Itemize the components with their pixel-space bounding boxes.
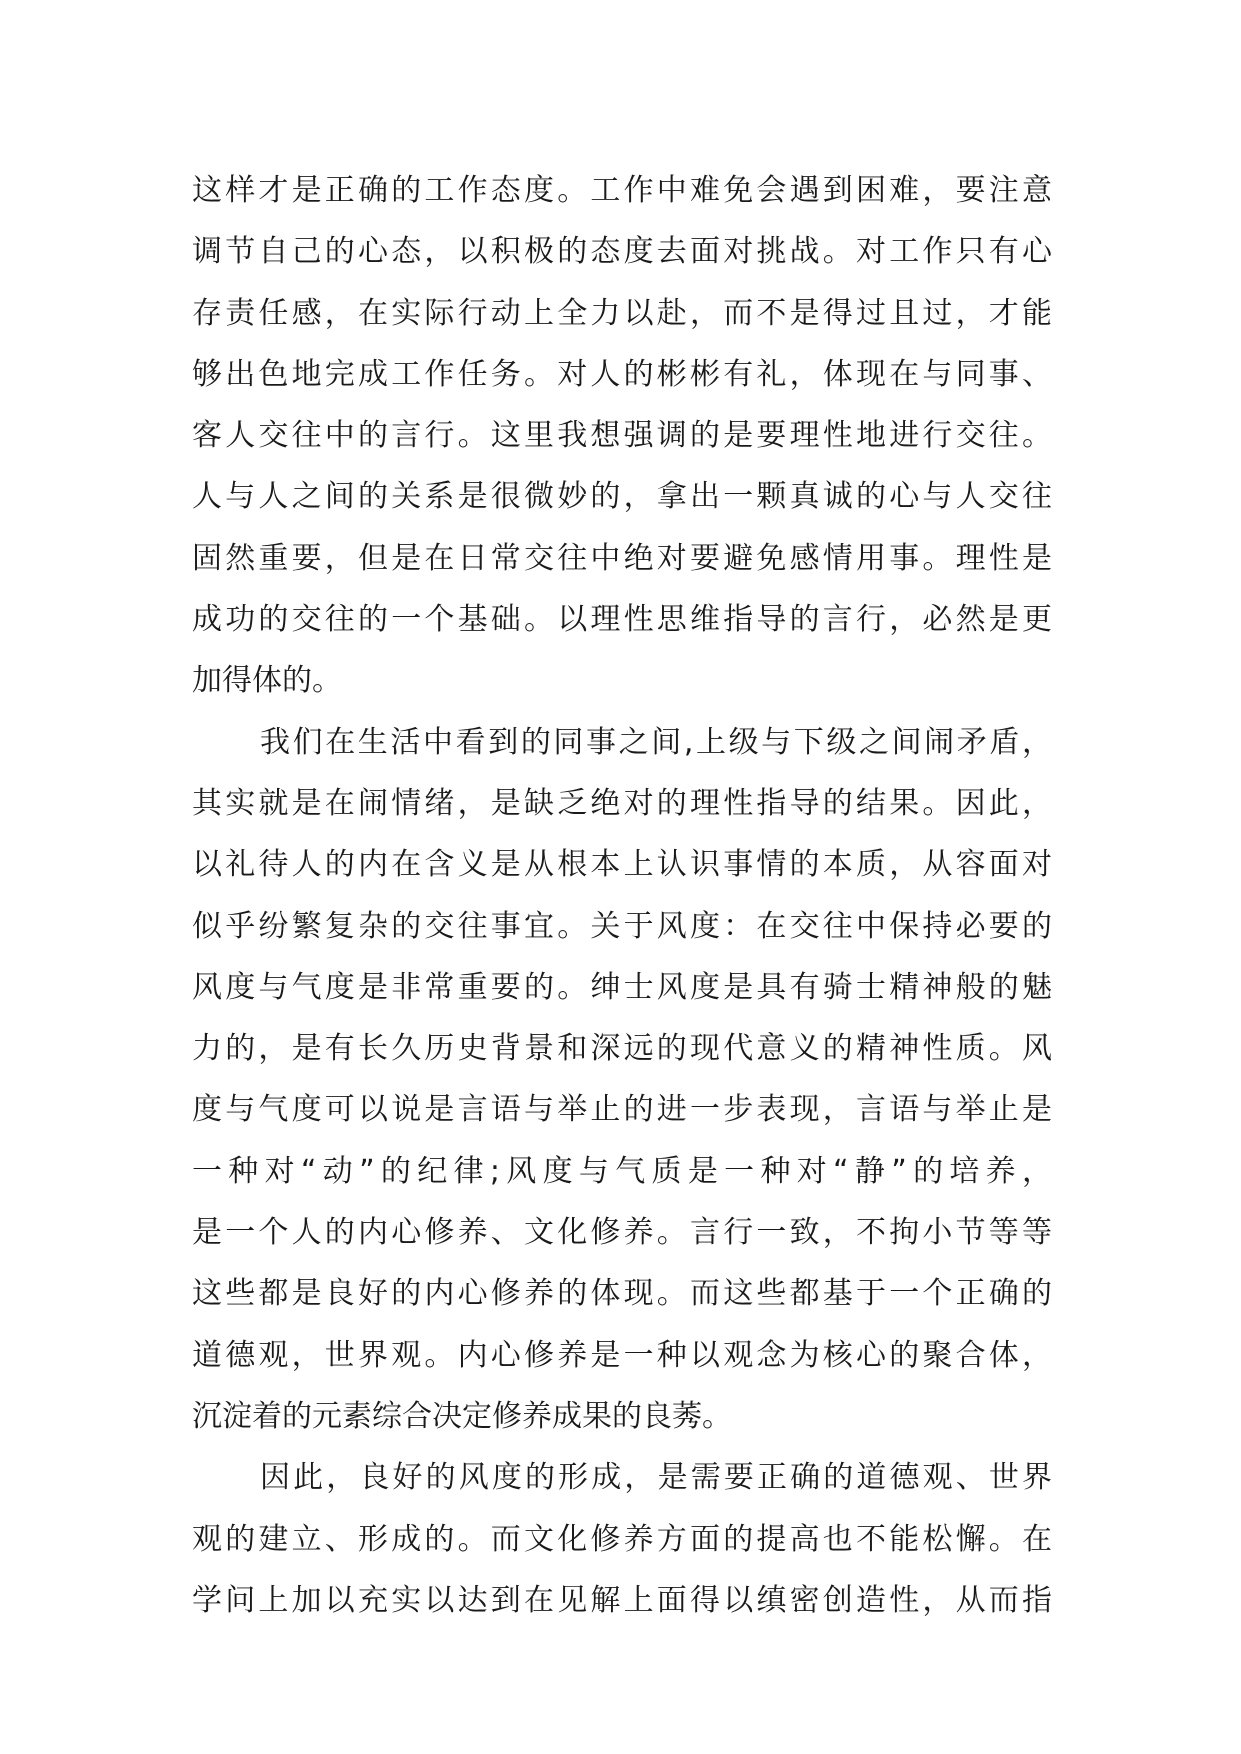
text-line: 度与气度可以说是言语与举止的进一步表现，言语与举止是 [192,1092,1052,1128]
text-line: 似乎纷繁复杂的交往事宜。关于风度：在交往中保持必要的 [192,908,1052,944]
text-line: 这样才是正确的工作态度。工作中难免会遇到困难，要注意 [192,173,1052,208]
text-line: 力的，是有长久历史背景和深远的现代意义的精神性质。风 [192,1031,1052,1067]
text-line: 加得体的。 [192,663,342,699]
text-line: 这些都是良好的内心修养的体现。而这些都基于一个正确的 [192,1276,1052,1312]
body-text [192,160,1052,1631]
text-line: 固然重要，但是在日常交往中绝对要避免感情用事。理性是 [192,540,1052,576]
text-line: 是一个人的内心修养、文化修养。言行一致，不拘小节等等 [192,1215,1052,1251]
text-line: 调节自己的心态，以积极的态度去面对挑战。对工作只有心 [192,234,1052,270]
text-line: 人与人之间的关系是很微妙的，拿出一颗真诚的心与人交往 [192,479,1052,515]
text-line: 客人交往中的言行。这里我想强调的是要理性地进行交往。 [192,418,1052,454]
text-line: 道德观，世界观。内心修养是一种以观念为核心的聚合体， [192,1337,1052,1373]
text-line: 存责任感，在实际行动上全力以赴，而不是得过且过，才能 [192,295,1052,331]
text-line: 成功的交往的一个基础。以理性思维指导的言行，必然是更 [192,602,1052,638]
text-line: 够出色地完成工作任务。对人的彬彬有礼，体现在与同事、 [192,356,1052,392]
text-line: 以礼待人的内在含义是从根本上认识事情的本质，从容面对 [192,847,1052,883]
text-line: 学问上加以充实以达到在见解上面得以缜密创造性，从而指 [192,1582,1052,1618]
text-line: 我们在生活中看到的同事之间,上级与下级之间闹矛盾， [260,724,1052,760]
text-line: 其实就是在闹情绪，是缺乏绝对的理性指导的结果。因此， [192,785,1052,821]
text-line: 因此，良好的风度的形成，是需要正确的道德观、世界 [260,1460,1052,1496]
text-line: 一种对“动”的纪律;风度与气质是一种对“静”的培养， [192,1153,1052,1189]
text-line: 沉淀着的元素综合决定修养成果的良莠。 [192,1398,732,1434]
text-line: 观的建立、形成的。而文化修养方面的提高也不能松懈。在 [192,1521,1052,1557]
text-line: 风度与气度是非常重要的。绅士风度是具有骑士精神般的魅 [192,969,1052,1005]
